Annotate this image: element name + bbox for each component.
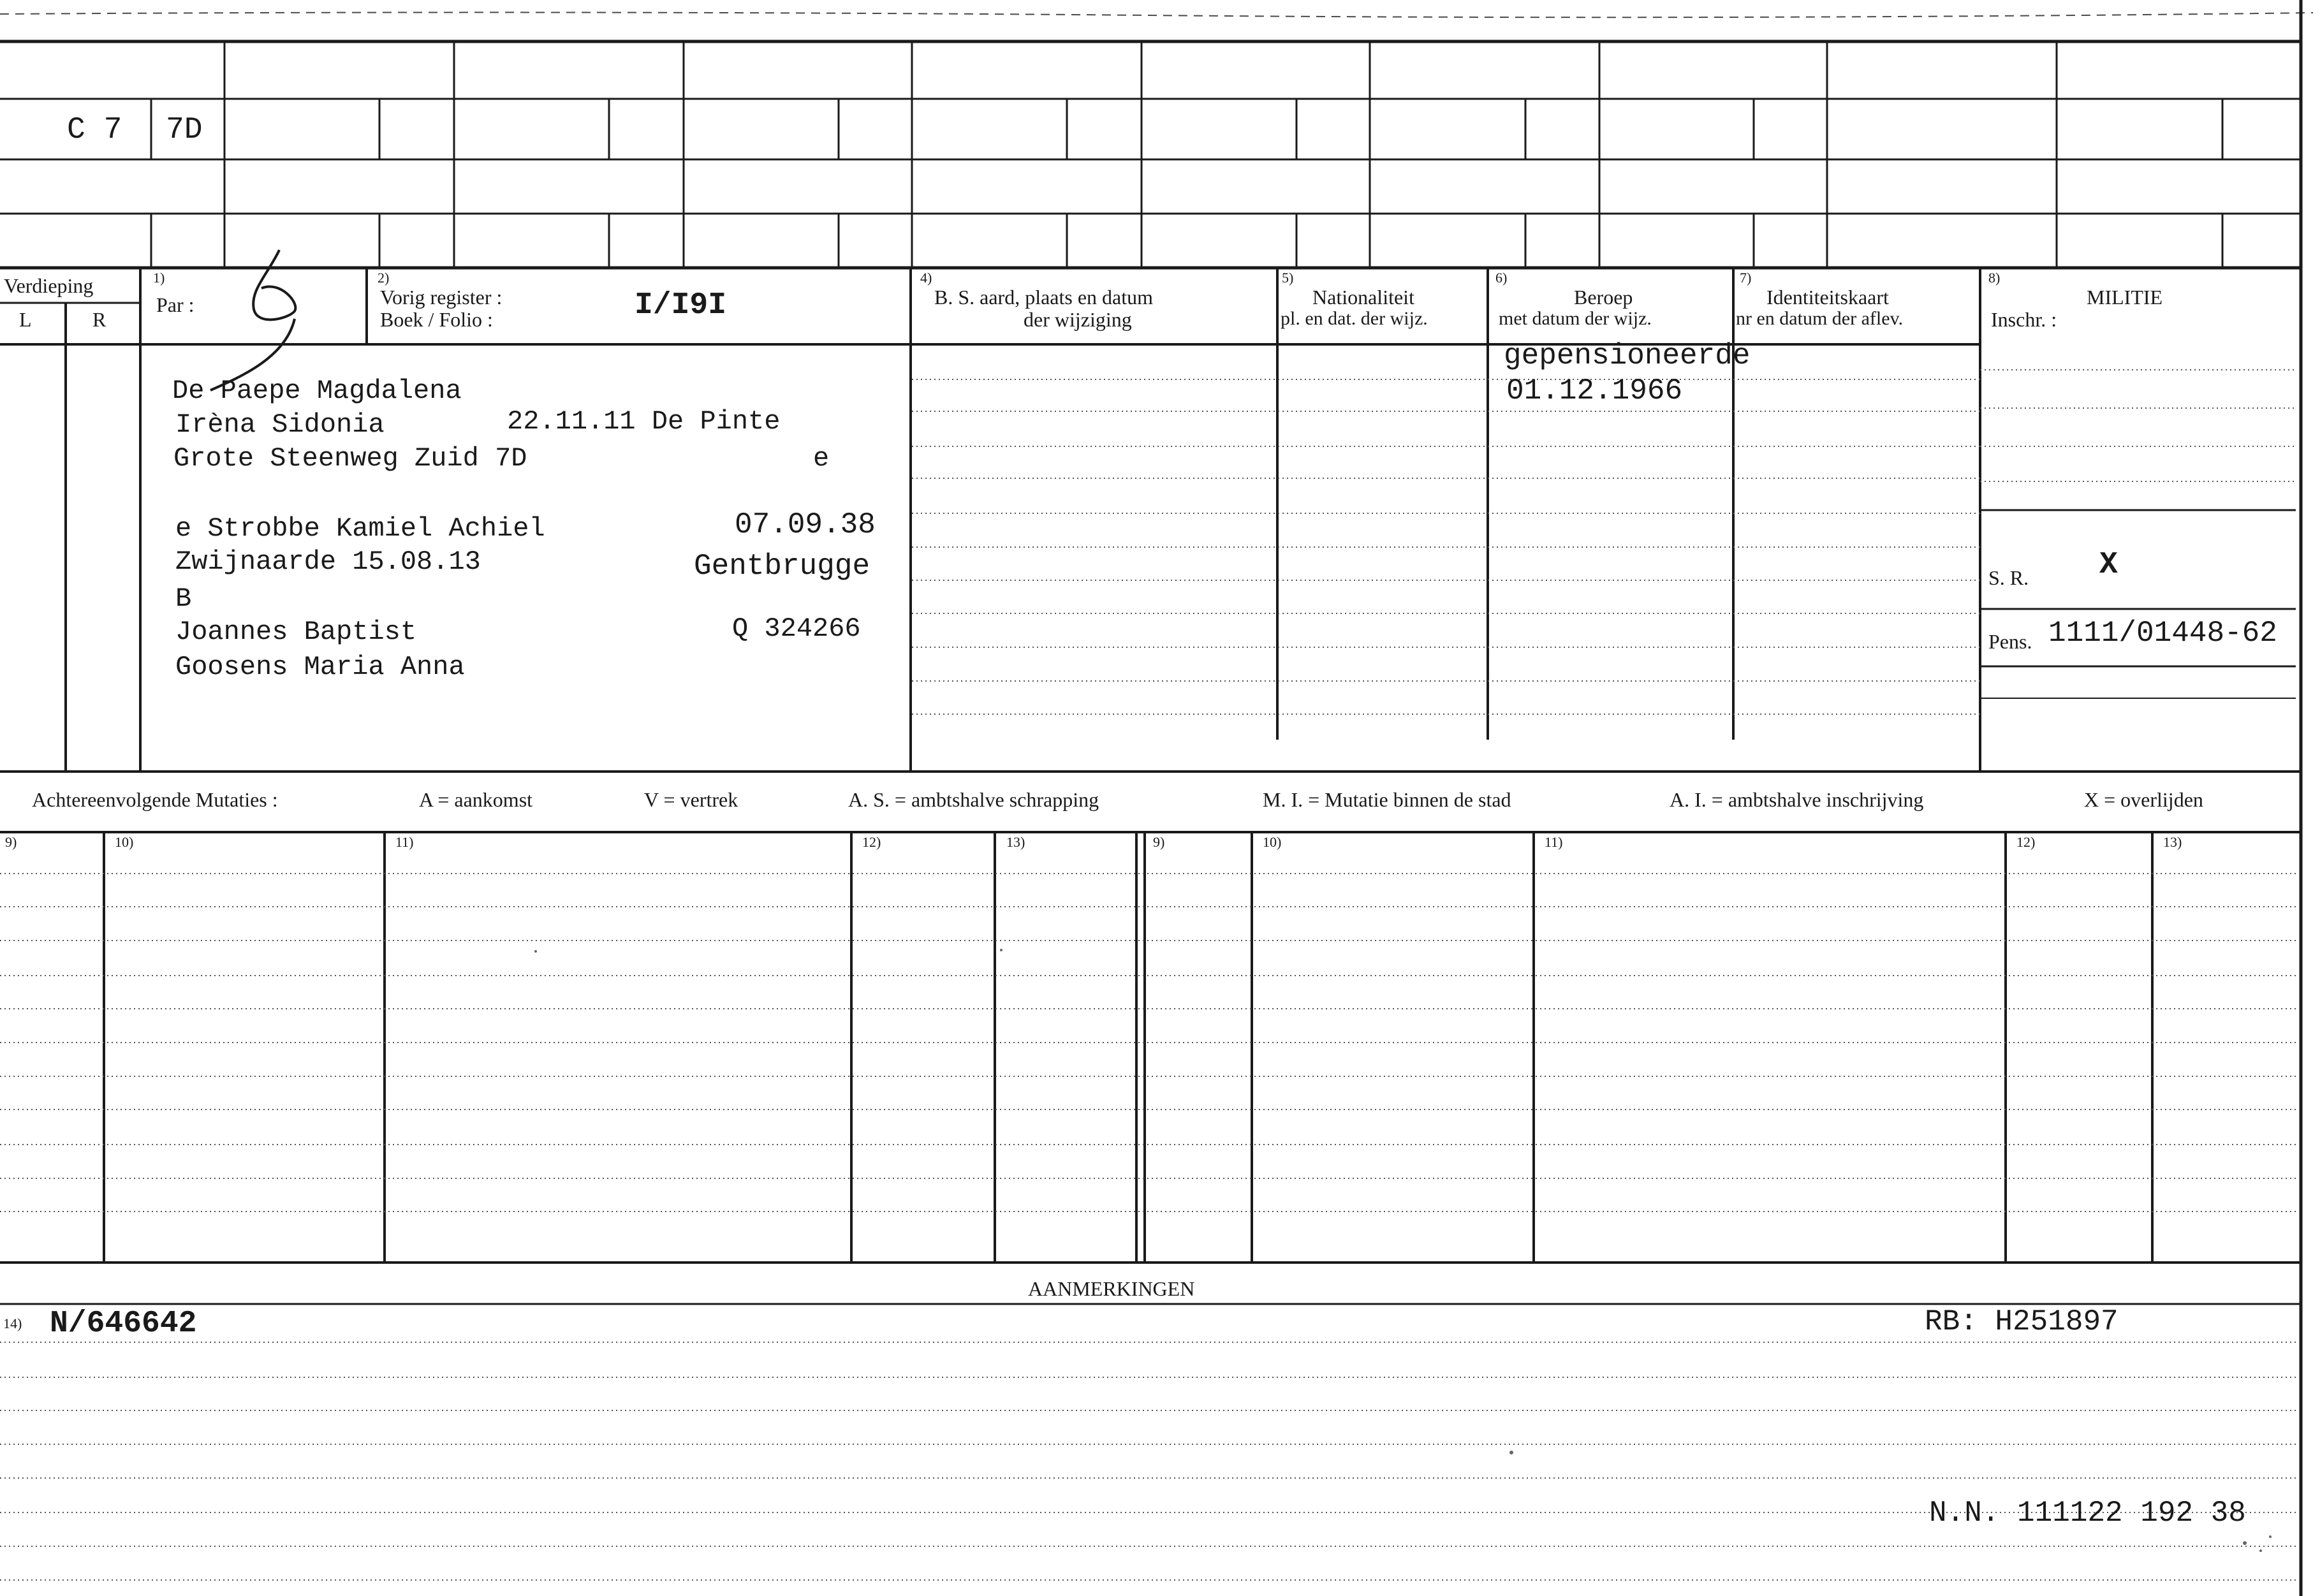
mother-name: Goosens Maria Anna <box>175 652 465 682</box>
col1-number: 1) <box>153 270 165 286</box>
mutation-col-11: 11) <box>395 834 414 850</box>
sr-value: X <box>2099 548 2118 582</box>
occupation: gepensioneerde <box>1504 339 1751 372</box>
col4-label-2: der wijziging <box>1024 308 1132 331</box>
vorig-register-label: Vorig register : <box>380 286 503 309</box>
marriage-date: 07.09.38 <box>735 508 876 541</box>
col5-number: 5) <box>1282 270 1294 286</box>
col8-number: 8) <box>1988 270 2001 286</box>
spouse-name: e Strobbe Kamiel Achiel <box>175 513 545 544</box>
remarks-number: 14) <box>3 1315 22 1331</box>
spouse-birth: Zwijnaarde 15.08.13 <box>175 546 481 577</box>
verdieping-r: R <box>92 308 106 331</box>
mutation-col-12: 12) <box>862 834 881 850</box>
marriage-place: Gentbrugge <box>694 550 870 583</box>
remarks-title: AANMERKINGEN <box>1028 1277 1195 1300</box>
col6-number: 6) <box>1495 270 1508 286</box>
col6-label-1: Beroep <box>1574 286 1633 309</box>
col4-label-1: B. S. aard, plaats en datum <box>934 286 1154 309</box>
pens-label: Pens. <box>1988 630 2032 653</box>
mutation-col-11b: 11) <box>1545 834 1563 850</box>
national-number: N.N. 111122 192 38 <box>1929 1497 2246 1530</box>
col7-label-2: nr en datum der aflev. <box>1736 308 1904 329</box>
boek-folio-label: Boek / Folio : <box>380 308 493 331</box>
person-surname: De Paepe Magdalena <box>172 376 462 406</box>
militie-inschr-label: Inschr. : <box>1991 308 2057 331</box>
legend-item-a: A = aankomst <box>419 788 533 811</box>
register-code-left: C 7 <box>67 113 122 147</box>
legend-item-as: A. S. = ambtshalve schrapping <box>848 788 1099 811</box>
vorig-register-value: I/I9I <box>635 288 727 323</box>
col7-number: 7) <box>1740 270 1752 286</box>
occupation-date: 01.12.1966 <box>1506 374 1683 407</box>
mutation-col-9: 9) <box>5 834 17 850</box>
person-letter-b: B <box>175 583 192 614</box>
person-mark-e: e <box>813 443 830 474</box>
col6-label-2: met datum der wijz. <box>1499 308 1652 329</box>
mutation-col-12b: 12) <box>2016 834 2036 850</box>
verdieping-l: L <box>19 308 32 331</box>
person-address: Grote Steenweg Zuid 7D <box>173 443 527 474</box>
mutation-col-10b: 10) <box>1263 834 1282 850</box>
col2-number: 2) <box>378 270 390 286</box>
person-given-names: Irèna Sidonia <box>175 409 385 440</box>
col5-label-1: Nationaliteit <box>1312 286 1414 309</box>
mutation-col-9b: 9) <box>1153 834 1165 850</box>
mutation-col-13: 13) <box>1006 834 1025 850</box>
identity-number: Q 324266 <box>732 613 861 644</box>
legend-item-x: X = overlijden <box>2084 788 2203 811</box>
sr-label: S. R. <box>1988 566 2029 589</box>
mutation-col-13b: 13) <box>2163 834 2182 850</box>
pension-number: 1111/01448-62 <box>2048 617 2277 650</box>
father-name: Joannes Baptist <box>175 617 417 647</box>
col5-label-2: pl. en dat. der wijz. <box>1281 308 1428 329</box>
legend-item-mi: M. I. = Mutatie binnen de stad <box>1263 788 1511 811</box>
mutations-legend-title: Achtereenvolgende Mutaties : <box>32 788 278 811</box>
rb-number: RB: H251897 <box>1925 1305 2118 1338</box>
verdieping-title: Verdieping <box>4 274 94 297</box>
col1-par-label: Par : <box>156 293 195 316</box>
col4-number: 4) <box>920 270 932 286</box>
mutation-col-10: 10) <box>115 834 134 850</box>
legend-item-ai: A. I. = ambtshalve inschrijving <box>1670 788 1924 811</box>
col7-label-1: Identiteitskaart <box>1766 286 1889 309</box>
militie-title: MILITIE <box>2087 286 2163 309</box>
remarks-left-value: N/646642 <box>50 1307 197 1341</box>
legend-item-v: V = vertrek <box>644 788 738 811</box>
register-code-right: 7D <box>166 113 203 147</box>
person-birth: 22.11.11 De Pinte <box>507 406 781 437</box>
